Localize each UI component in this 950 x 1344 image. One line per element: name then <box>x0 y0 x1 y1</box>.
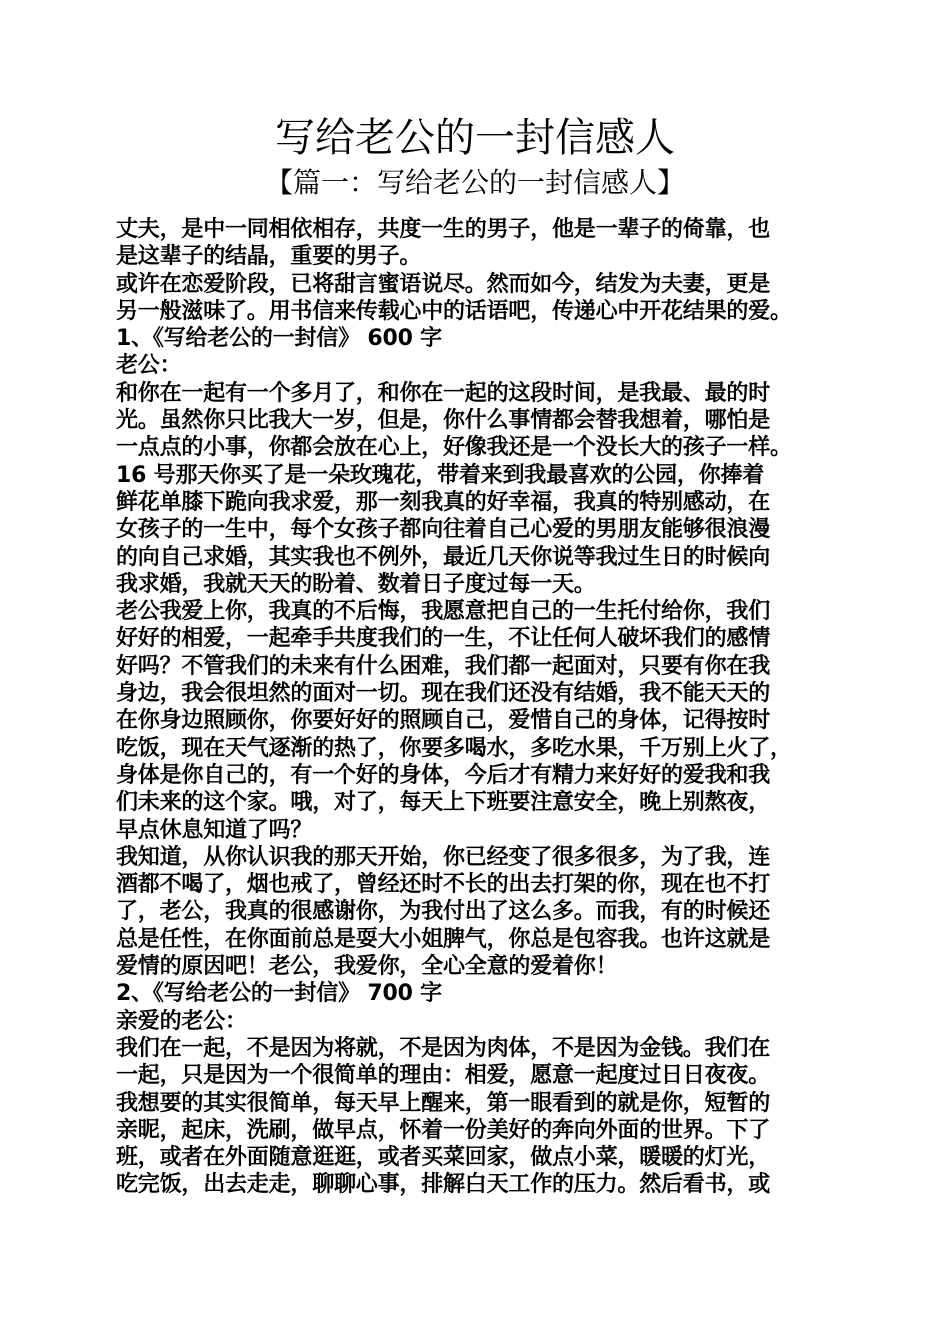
text-line: 女孩子的一生中，每个女孩子都向往着自己心爱的男朋友能够很浪漫 <box>116 517 771 543</box>
text-line: 我知道，从你认识我的那天开始，你已经变了很多很多，为了我，连 <box>116 844 771 870</box>
document-body <box>116 216 846 1199</box>
text-line: 们未来的这个家。哦，对了，每天上下班要注意安全，晚上别熬夜， <box>116 790 771 816</box>
text-line: 丈夫，是中一同相依相存，共度一生的男子，他是一辈子的倚靠，也 <box>116 217 771 242</box>
text-line: 老公： <box>116 353 182 379</box>
text-line: 或许在恋爱阶段，已将甜言蜜语说尽。然而如今，结发为夫妻，更是 <box>116 271 771 297</box>
text-line: 爱情的原因吧！老公，我爱你，全心全意的爱着你！ <box>116 954 618 980</box>
text-line: 吃饭，现在天气逐渐的热了，你要多喝水，多吃水果，千万别上火了， <box>116 735 792 761</box>
text-line: 酒都不喝了，烟也戒了，曾经还时不长的出去打架的你，现在也不打 <box>116 872 771 898</box>
text-line: 在你身边照顾你，你要好好的照顾自己，爱惜自己的身体，记得按时 <box>116 708 771 734</box>
text-line: 一点点的小事，你都会放在心上，好像我还是一个没长大的孩子一样。 <box>116 435 792 461</box>
text-line: 早点休息知道了吗？ <box>116 817 313 843</box>
text-line: 光。虽然你只比我大一岁，但是，你什么事情都会替我想着，哪怕是 <box>116 408 771 434</box>
document-title: 写给老公的一封信感人 <box>275 115 675 161</box>
document-subtitle: 【篇一：写给老公的一封信感人】 <box>264 166 685 199</box>
text-line: 亲昵，起床，洗刷，做早点，怀着一份美好的奔向外面的世界。下了 <box>116 1117 771 1143</box>
text-line: 好好的相爱，一起牵手共度我们的一生，不让任何人破坏我们的感情 <box>116 626 771 652</box>
text-line: 我们在一起，不是因为将就，不是因为肉体，不是因为金钱。我们在 <box>116 1035 771 1061</box>
text-line: 吃完饭，出去走走，聊聊心事，排解白天工作的压力。然后看书，或 <box>116 1172 771 1198</box>
text-line: 和你在一起有一个多月了，和你在一起的这段时间，是我最、最的时 <box>116 380 771 406</box>
text-line: 的向自己求婚，其实我也不例外，最近几天你说等我过生日的时候向 <box>116 544 771 570</box>
text-line: 1、《写给老公的一封信》 600 字 <box>116 326 442 352</box>
text-line: 总是任性，在你面前总是耍大小姐脾气，你总是包容我。也许这就是 <box>116 926 771 952</box>
text-line: 一起，只是因为一个很简单的理由：相爱，愿意一起度过日日夜夜。 <box>116 1063 771 1089</box>
text-line: 身体是你自己的，有一个好的身体，今后才有精力来好好的爱我和我 <box>116 762 771 788</box>
text-line: 另一般滋味了。用书信来传载心中的话语吧，传递心中开花结果的爱。 <box>116 298 792 324</box>
text-line: 身边，我会很坦然的面对一切。现在我们还没有结婚，我不能天天的 <box>116 681 771 707</box>
text-line: 我想要的其实很简单，每天早上醒来，第一眼看到的就是你，短暂的 <box>116 1090 771 1116</box>
text-line: 是这辈子的结晶，重要的男子。 <box>116 244 422 270</box>
text-line: 鲜花单膝下跪向我求爱，那一刻我真的好幸福，我真的特别感动，在 <box>116 489 771 515</box>
text-line: 好吗？不管我们的未来有什么困难，我们都一起面对，只要有你在我 <box>116 653 771 679</box>
text-line: 老公我爱上你，我真的不后悔，我愿意把自己的一生托付给你，我们 <box>116 599 771 625</box>
text-line: 班，或者在外面随意逛逛，或者买菜回家，做点小菜，暖暖的灯光， <box>116 1145 771 1171</box>
text-line: 亲爱的老公： <box>116 1008 247 1034</box>
text-line: 了，老公，我真的很感谢你，为我付出了这么多。而我，有的时候还 <box>116 899 771 925</box>
text-line: 我求婚，我就天天的盼着、数着日子度过每一天。 <box>116 571 596 597</box>
text-line: 2、《写给老公的一封信》 700 字 <box>116 981 442 1007</box>
text-line: 16 号那天你买了是一朵玫瑰花，带着来到我最喜欢的公园，你捧着 <box>116 462 765 488</box>
